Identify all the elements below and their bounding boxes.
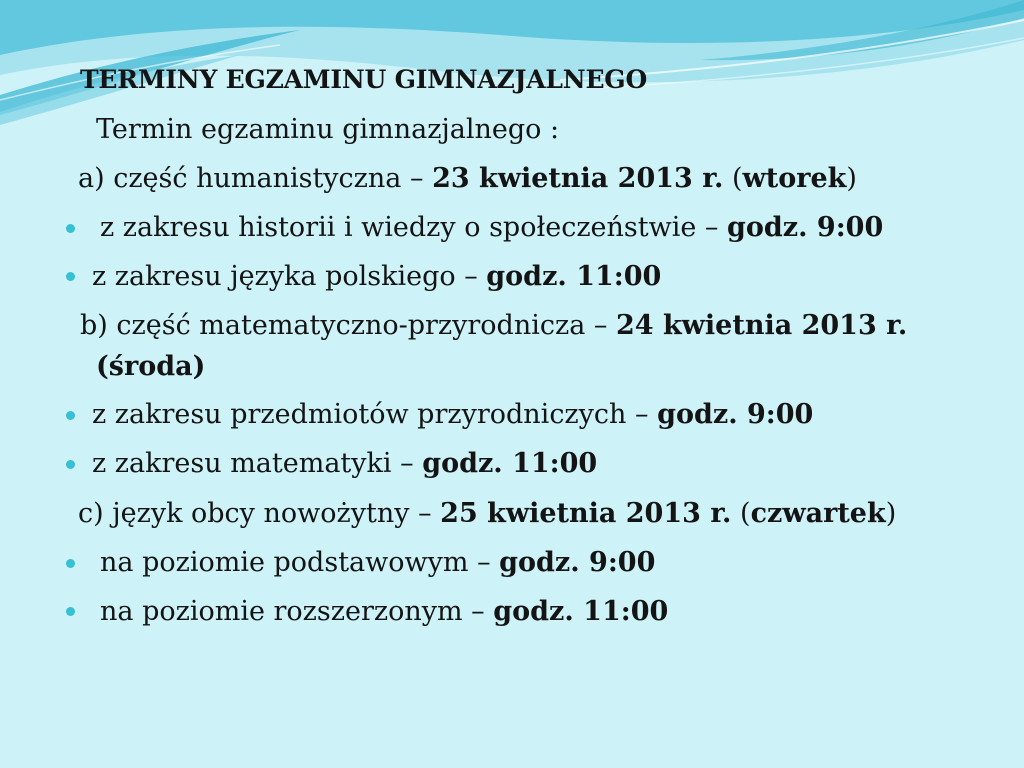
part-c-day: czwartek bbox=[750, 498, 886, 529]
part-b-date: 24 kwietnia 2013 r. bbox=[615, 310, 908, 341]
list-item bbox=[92, 447, 597, 481]
item-time: godz. 11:00 bbox=[493, 596, 669, 627]
item-text: z zakresu przedmiotów przyrodniczych – bbox=[92, 399, 658, 430]
item-time: godz. 9:00 bbox=[727, 212, 884, 243]
bullet-icon bbox=[66, 607, 75, 616]
part-a-close: ) bbox=[846, 163, 857, 194]
part-c-open: ( bbox=[731, 498, 751, 529]
bullet-icon bbox=[66, 411, 75, 420]
bullet-icon bbox=[66, 559, 75, 568]
part-a-heading bbox=[78, 162, 857, 196]
list-item bbox=[92, 398, 813, 432]
item-time: godz. 9:00 bbox=[499, 547, 656, 578]
item-text: z zakresu matematyki – bbox=[92, 448, 423, 479]
item-text: z zakresu historii i wiedzy o społeczeństwie – bbox=[100, 212, 728, 243]
item-time: godz. 11:00 bbox=[422, 448, 598, 479]
item-text: z zakresu języka polskiego – bbox=[92, 261, 487, 292]
list-item bbox=[100, 595, 668, 629]
part-a-day: wtorek bbox=[742, 163, 847, 194]
part-b-day: (środa) bbox=[96, 351, 206, 382]
bullet-icon bbox=[66, 272, 75, 281]
part-b-heading bbox=[80, 309, 907, 343]
bullet-icon bbox=[66, 224, 75, 233]
item-text: na poziomie rozszerzonym – bbox=[100, 596, 494, 627]
part-a-open: ( bbox=[723, 163, 743, 194]
part-c-date: 25 kwietnia 2013 r. bbox=[440, 498, 732, 529]
part-a-date: 23 kwietnia 2013 r. bbox=[432, 163, 724, 194]
list-item bbox=[100, 546, 655, 580]
list-item bbox=[92, 260, 661, 294]
item-time: godz. 9:00 bbox=[657, 399, 814, 430]
part-a-label: a) część humanistyczna – bbox=[78, 163, 433, 194]
intro-text: Termin egzaminu gimnazjalnego : bbox=[96, 114, 560, 145]
list-item bbox=[100, 211, 883, 245]
item-text: na poziomie podstawowym – bbox=[100, 547, 500, 578]
slide-title: TERMINY EGZAMINU GIMNAZJALNEGO bbox=[80, 65, 648, 94]
part-c-heading bbox=[78, 497, 896, 531]
item-time: godz. 11:00 bbox=[486, 261, 662, 292]
bullet-icon bbox=[66, 460, 75, 469]
part-c-close: ) bbox=[885, 498, 897, 529]
part-c-label: c) język obcy nowożytny – bbox=[78, 498, 441, 529]
part-b-label: b) część matematyczno-przyrodnicza – bbox=[80, 310, 616, 341]
